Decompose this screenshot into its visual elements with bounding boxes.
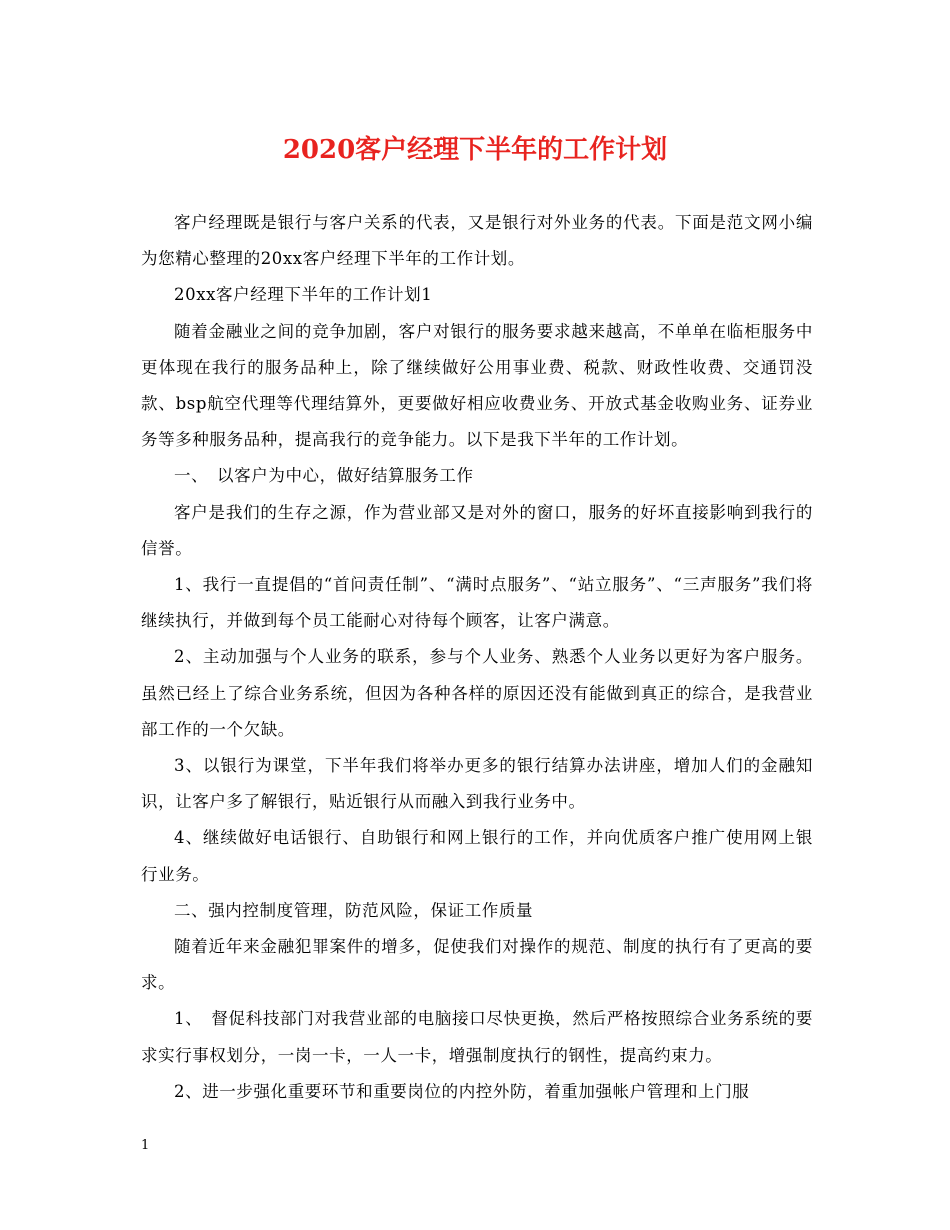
list-item-2-1: 1、 督促科技部门对我营业部的电脑接口尽快更换，然后严格按照综合业务系统的要求实行事权划分，一岗一卡，一人一卡，增强制度执行的钢性，提高约束力。 — [141, 1009, 813, 1065]
document-title: 2020客户经理下半年的工作计划 — [282, 135, 668, 165]
document-body — [141, 205, 813, 1110]
list-item-1-2: 2、主动加强与个人业务的联系，参与个人业务、熟悉个人业务以更好为客户服务。虽然已经上了综合业务系统，但因为各种各样的原因还没有能做到真正的综合，是我营业部工作的一个欠缺。 — [141, 647, 813, 739]
page-number: 1 — [141, 1138, 150, 1153]
list-item-1-1: 1、我行一直提倡的“首问责任制”、“满时点服务”、“站立服务”、“三声服务”我们将继续执行，并做到每个员工能耐心对待每个顾客，让客户满意。 — [141, 575, 813, 631]
list-item-2-2: 2、进一步强化重要环节和重要岗位的内控外防，着重加强帐户管理和上门服 — [174, 1081, 750, 1101]
paragraph-background: 随着金融业之间的竞争加剧，客户对银行的服务要求越来越高，不单单在临柜服务中更体现在我行的服务品种上，除了继续做好公用事业费、税款、财政性收费、交通罚没款、bsp航空代理等代理结算外，更要做好相应收费业务、开放式基金收购业务、证券业务等多种服务品种，提高我行的竞争能力。以下是我下半年的工作计划。 — [141, 321, 813, 450]
paragraph-plan-heading: 20xx客户经理下半年的工作计划1 — [174, 285, 433, 305]
section-heading-2: 二、强内控制度管理，防范风险，保证工作质量 — [174, 900, 534, 920]
paragraph-intro: 客户经理既是银行与客户关系的代表，又是银行对外业务的代表。下面是范文网小编为您精心整理的20xx客户经理下半年的工作计划。 — [141, 213, 813, 269]
paragraph-customer-source: 客户是我们的生存之源，作为营业部又是对外的窗口，服务的好坏直接影响到我行的信誉。 — [141, 502, 813, 558]
list-item-1-3: 3、以银行为课堂，下半年我们将举办更多的银行结算办法讲座，增加人们的金融知识，让客户多了解银行，贴近银行从而融入到我行业务中。 — [141, 756, 813, 812]
list-item-1-4: 4、继续做好电话银行、自助银行和网上银行的工作，并向优质客户推广使用网上银行业务。 — [141, 828, 813, 884]
paragraph-financial-crime: 随着近年来金融犯罪案件的增多，促使我们对操作的规范、制度的执行有了更高的要求。 — [141, 937, 813, 993]
section-heading-1: 一、 以客户为中心，做好结算服务工作 — [174, 466, 474, 486]
